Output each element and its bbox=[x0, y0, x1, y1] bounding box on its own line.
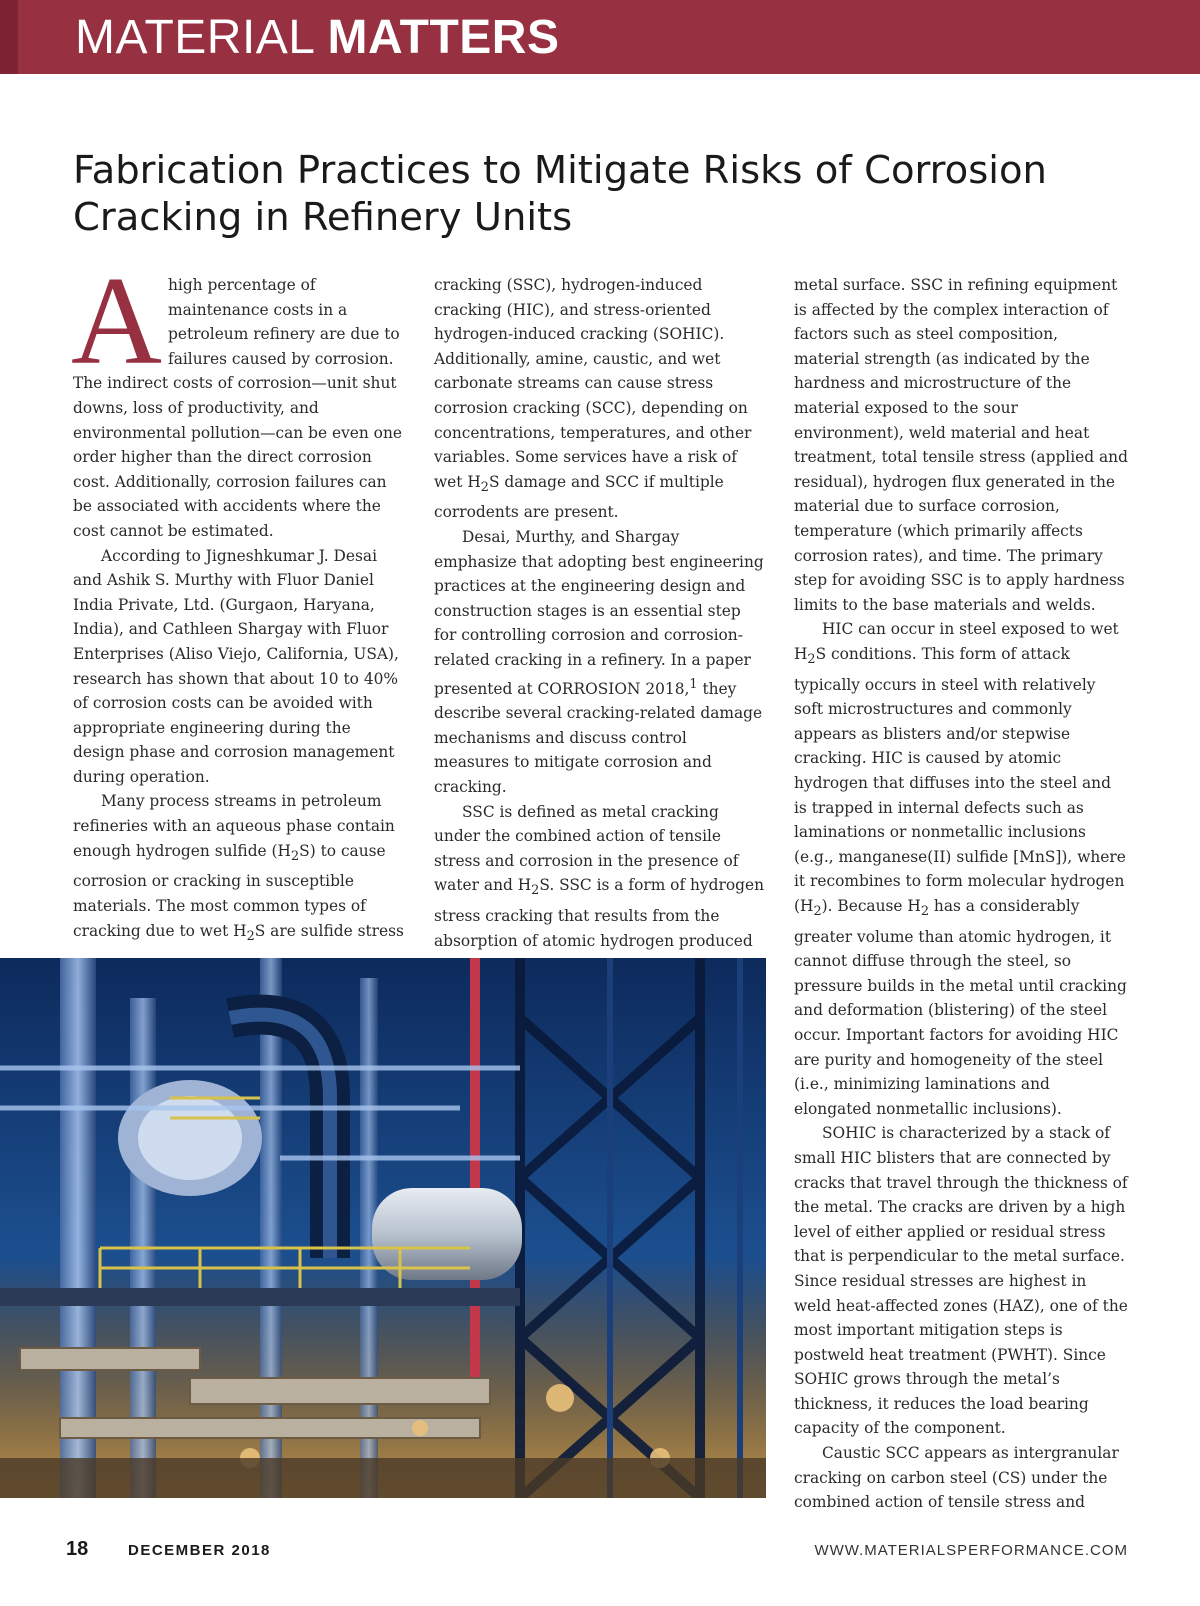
article-column-3 bbox=[794, 273, 1128, 1515]
paragraph: cracking (SSC), hydrogen-induced cracking (HIC), and stress-oriented hydrogen-induced cracking (SOHIC). Additionally, amine, caustic, and wet carbonate streams can cause stress corrosion cracking (SCC), depending on concentrations, temperatures, and other variables. Some services have a risk of wet $H_2S$ damage and SCC if multiple corrodents are present. bbox=[434, 276, 752, 522]
paragraph: Many process streams in petroleum refineries with an aqueous phase contain enough hydrogen sulfide $(H_2S)$ to cause corrosion or cracking in susceptible materials. The most common types of cracking due to wet $H_2S$ are sulfide stress bbox=[73, 792, 404, 944]
paragraph: Caustic SCC appears as intergranular cracking on carbon steel (CS) under the combined action of tensile stress and bbox=[794, 1444, 1119, 1512]
paragraph: metal surface. SSC in refining equipment is affected by the complex interaction of factors such as steel composition, material strength (as indicated by the hardness and microstructure of the material exposed to the sour environment), weld material and heat treatment, total tensile stress (applied and residual), hydrogen flux generated in the material due to surface corrosion, temperature (which primarily affects corrosion rates), and time. The primary step for avoiding SSC is to apply hardness limits to the base materials and welds. bbox=[794, 276, 1128, 614]
article-column-1 bbox=[71, 252, 405, 949]
refinery-photo bbox=[0, 958, 766, 1498]
reference-marker[interactable]: 1 bbox=[689, 676, 698, 692]
page-number: 18 bbox=[66, 1538, 89, 1560]
issue-date: DECEMBER 2018 bbox=[128, 1542, 271, 1559]
section-banner bbox=[0, 0, 1200, 74]
drop-cap: A bbox=[71, 252, 162, 391]
paragraph: SSC is defined as metal cracking under the combined action of tensile stress and corrosion in the presence of water and $H_2S$. SSC is a form of hydrogen stress cracking that results from the absorption of atomic hydrogen produced bbox=[434, 802, 764, 950]
paragraph: SOHIC is characterized by a stack of small HIC blisters that are connected by cracks that travel through the thickness of the metal. The cracks are driven by a high level of either applied or residual stress that is perpendicular to the metal surface. Since residual stresses are highest in weld heat-affected zones (HAZ), one of the most important mitigation steps is postweld heat treatment (PWHT). Since SOHIC grows through the metal’s thickness, it reduces the load bearing capacity of the component. bbox=[794, 1124, 1128, 1438]
website-link[interactable]: WWW.MATERIALSPERFORMANCE.COM bbox=[814, 1542, 1128, 1559]
section-label: MATERIAL MATTERS bbox=[75, 11, 560, 64]
paragraph: HIC can occur in steel exposed to wet $H_2S$ conditions. This form of attack typically occurs in steel with relatively soft microstructures and commonly appears as blisters and/or stepwise cracking. HIC is caused by atomic hydrogen that diffuses into the steel and is trapped in internal defects such as laminations or nonmetallic inclusions (e.g., manganese(II) sulfide [MnS]), where it recombines to form molecular hydrogen $(H_2)$. Because $H_2$ has a considerably greater volume than atomic hydrogen, it cannot diffuse through the steel, so pressure builds in the metal until cracking and deformation (blistering) of the steel occur. Important factors for avoiding HIC are purity and homogeneity of the steel (i.e., minimizing laminations and elongated nonmetallic inclusions). bbox=[794, 620, 1127, 1118]
banner-edge bbox=[0, 0, 18, 74]
article-column-2 bbox=[434, 273, 766, 978]
article-title: Fabrication Practices to Mitigate Risks of Corrosion Cracking in Refinery Units bbox=[73, 148, 1047, 240]
paragraph: Ahigh percentage of maintenance costs in a petroleum refinery are due to failures caused by corrosion. The indirect costs of corrosion—unit shut downs, loss of productivity, and environmental pollution—can be even one order higher than the direct corrosion cost. Additionally, corrosion failures can be associated with accidents where the cost cannot be estimated. bbox=[71, 252, 402, 540]
paragraph: According to Jigneshkumar J. Desai and Ashik S. Murthy with Fluor Daniel India Private, Ltd. (Gurgaon, Haryana, India), and Cathleen Shargay with Fluor Enterprises (Aliso Viejo, California, USA), research has shown that about 10 to 40% of corrosion costs can be avoided with appropriate engineering during the design phase and corrosion management during operation. bbox=[73, 546, 399, 786]
page-footer bbox=[0, 1538, 1200, 1568]
paragraph: Desai, Murthy, and Shargay emphasize that adopting best engineering practices at the engineering design and construction stages is an essential step for controlling corrosion and corrosion-related cracking in a refinery. In a paper presented at CORROSION 2018,$^1$ they describe several cracking-related damage mechanisms and discuss control measures to mitigate corrosion and cracking. bbox=[434, 528, 764, 797]
